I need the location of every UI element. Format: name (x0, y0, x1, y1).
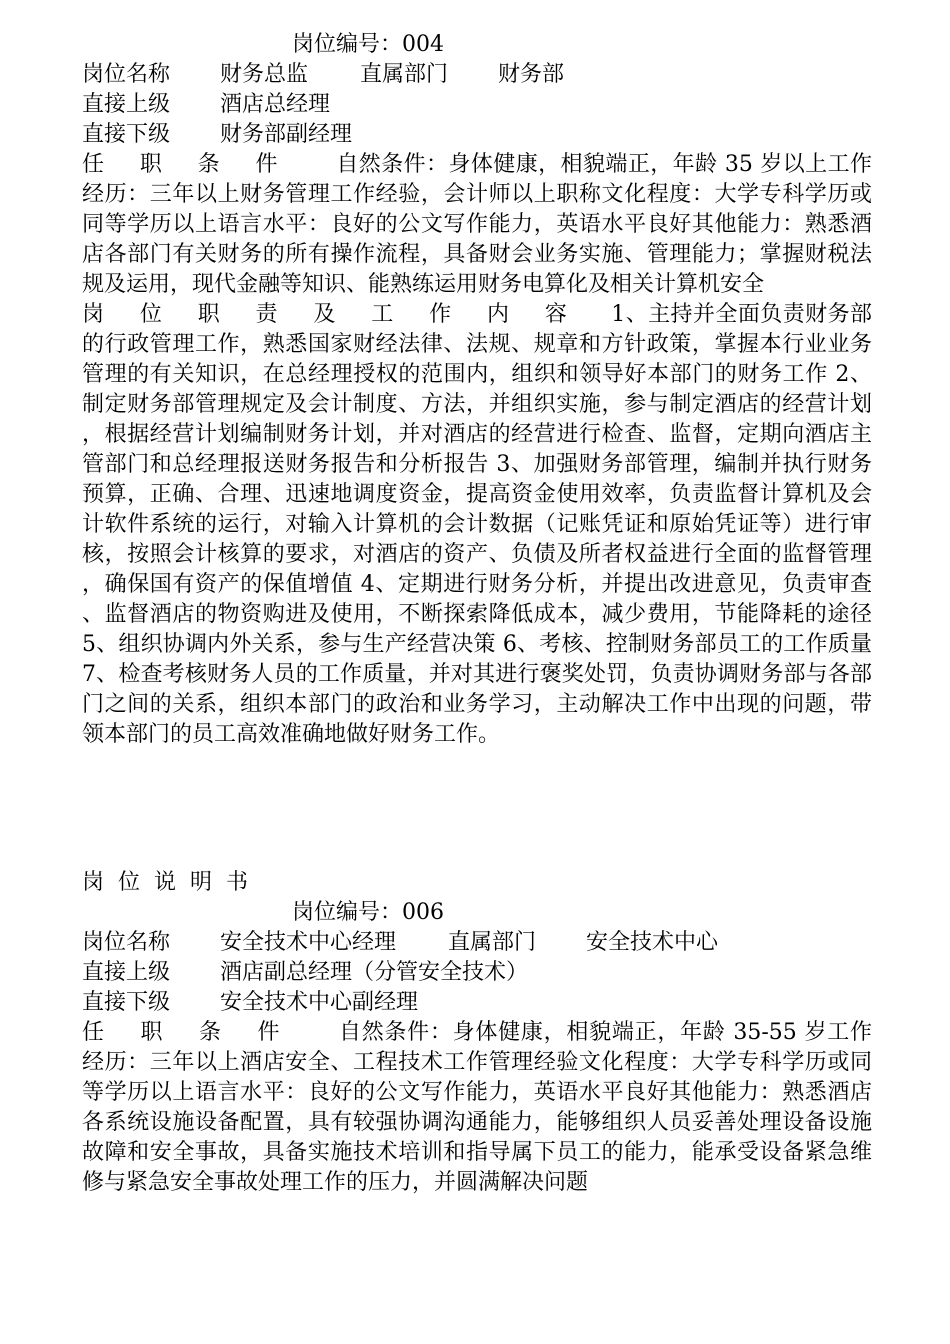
department-value-2: 安全技术中心 (586, 930, 719, 955)
subordinate-value-2: 安全技术中心副经理 (220, 990, 419, 1015)
document-page (82, 30, 882, 1198)
document-title: 岗位说明书 (82, 870, 263, 895)
position-name-row-2 (82, 928, 882, 958)
superior-row (82, 90, 882, 120)
requirements-text: 自然条件：身体健康，相貌端正，年龄 35 岁以上工作经历：三年以上财务管理工作经验，会计师以上职称文化程度：大学专科学历或同等学历以上语言水平：良好的公文写作能力，英语水平良好其他能力：熟悉酒店各部门有关财务的所有操作流程，具备财会业务实施、管理能力；掌握财税法规及运用，现代金融等知识、能熟练运用财务电算化及相关计算机安全 (82, 152, 873, 297)
duties-label: 岗 位 职 责 及 工 作 内 容 (82, 302, 582, 327)
position-code-2: 岗位编号：006 (292, 900, 444, 925)
subordinate-label: 直接下级 (82, 122, 171, 147)
duties-text: 1、主持并全面负责财务部的行政管理工作，熟悉国家财经法律、法规、规章和方针政策，掌握本行业业务管理的有关知识，在总经理授权的范围内，组织和领导好本部门的财务工作 2、制定财务部管理规定及会计制度、方法，并组织实施，参与制定酒店的经营计划，根据经营计划编制财务计划，并对酒店的经营进行检查、监督，定期向酒店主管部门和总经理报送财务报告和分析报告 3、加强财务部管理，编制并执行财务预算，正确、合理、迅速地调度资金，提高资金使用效率，负责监督计算机及会计软件系统的运行，对输入计算机的会计数据（记账凭证和原始凭证等）进行审核，按照会计核算的要求，对酒店的资产、负债及所者权益进行全面的监督管理，确保国有资产的保值增值 4、定期进行财务分析，并提出改进意见，负责审查、监督酒店的物资购进及使用，不断探索降低成本，减少费用，节能降耗的途径 5、组织协调内外关系，参与生产经营决策 6、考核、控制财务部员工的工作质量 7、检查考核财务人员的工作质量，并对其进行褒奖处罚，负责协调财务部与各部门之间的关系，组织本部门的政治和业务学习，主动解决工作中出现的问题，带领本部门的员工高效准确地做好财务工作。 (82, 302, 872, 747)
position-code: 岗位编号：004 (292, 32, 444, 57)
subordinate-row-2 (82, 988, 882, 1018)
subordinate-value: 财务部副经理 (220, 122, 353, 147)
superior-value: 酒店总经理 (220, 92, 331, 117)
requirements-label: 任 职 条 件 (82, 152, 292, 177)
position-name-row (82, 60, 882, 90)
subordinate-row (82, 120, 882, 150)
subordinate-label-2: 直接下级 (82, 990, 171, 1015)
department-label-2: 直属部门 (448, 930, 537, 955)
position-name-value: 财务总监 (220, 62, 309, 87)
requirements-paragraph-2 (82, 1018, 872, 1198)
section-spacer (82, 750, 882, 868)
position-name-label: 岗位名称 (82, 62, 171, 87)
duties-paragraph (82, 300, 872, 750)
position-name-value-2: 安全技术中心经理 (220, 930, 397, 955)
department-label: 直属部门 (360, 62, 449, 87)
superior-label: 直接上级 (82, 92, 171, 117)
requirements-label-2: 任 职 条 件 (82, 1020, 295, 1045)
position-name-label-2: 岗位名称 (82, 930, 171, 955)
superior-row-2 (82, 958, 882, 988)
superior-value-2: 酒店副总经理（分管安全技术） (220, 960, 529, 985)
superior-label-2: 直接上级 (82, 960, 171, 985)
requirements-text-2: 自然条件：身体健康，相貌端正，年龄 35-55 岁工作经历：三年以上酒店安全、工程技术工作管理经验文化程度：大学专科学历或同等学历以上语言水平：良好的公文写作能力，英语水平良好其他能力：熟悉酒店各系统设施设备配置，具有较强协调沟通能力，能够组织人员妥善处理设备设施故障和安全事故，具备实施技术培训和指导属下员工的能力，能承受设备紧急维修与紧急安全事故处理工作的压力，并圆满解决问题 (82, 1020, 872, 1195)
department-value: 财务部 (498, 62, 565, 87)
requirements-paragraph (82, 150, 872, 300)
